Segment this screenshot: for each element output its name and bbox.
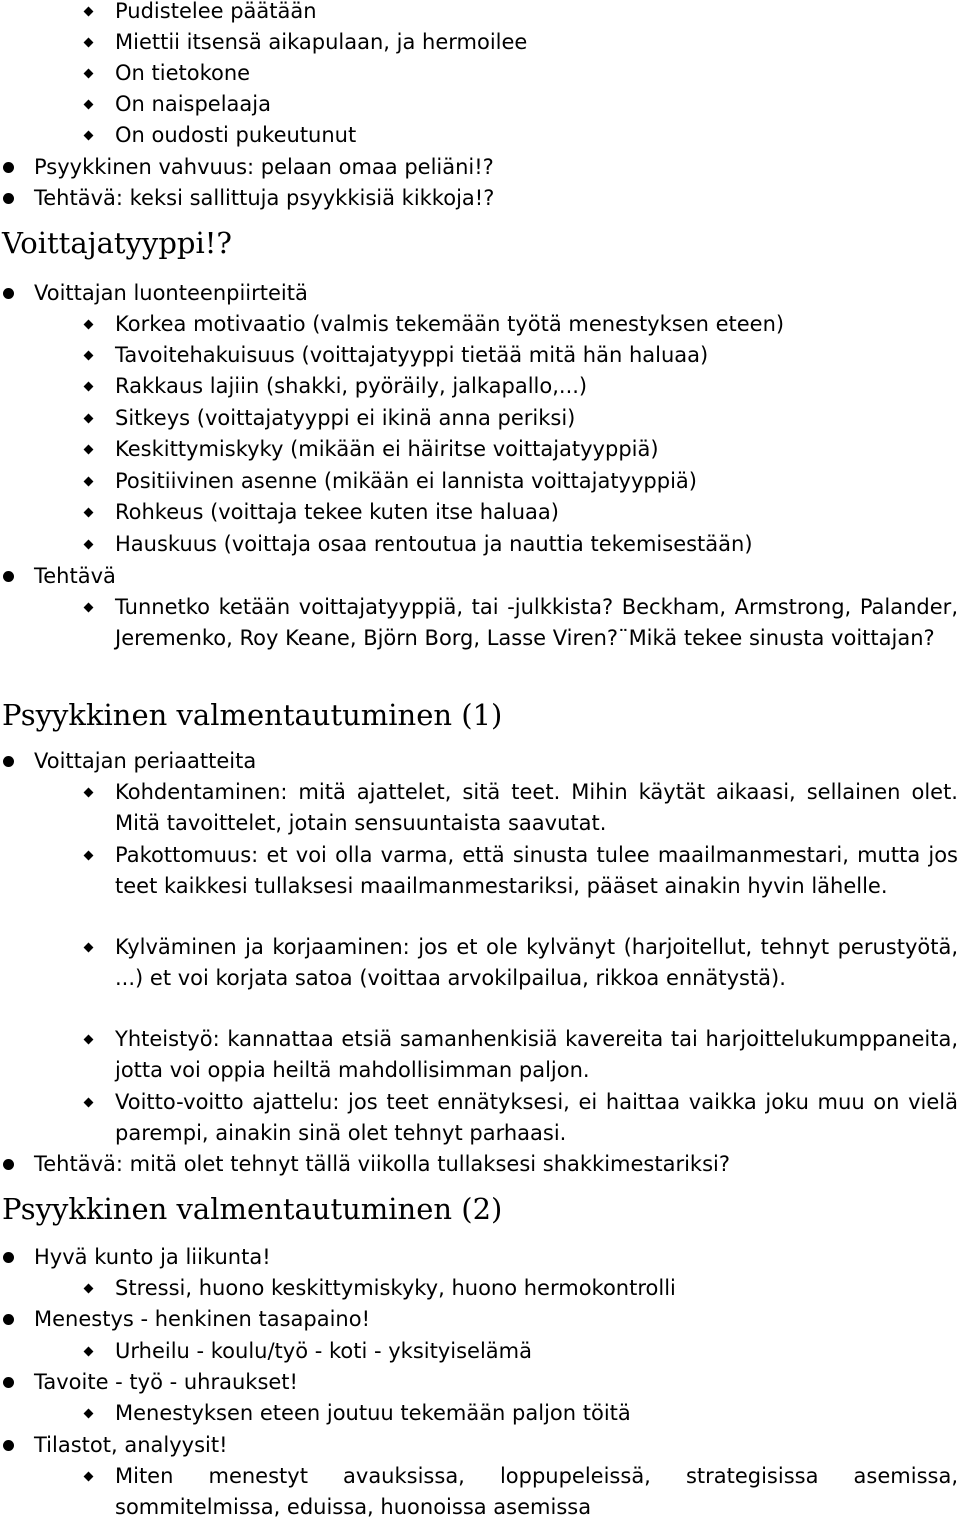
list-item: Pakottomuus: et voi olla varma, että sinusta tulee maailmanmestari, mutta jos teet kaikkesi tullaksesi maailmanmestariksi, pääset ainakin hyvin lähelle. <box>115 840 958 902</box>
list-item: Positiivinen asenne (mikään ei lannista voittajatyyppiä) <box>115 466 958 497</box>
bullet-item: Tilastot, analyysit! <box>34 1430 934 1461</box>
list-item: On oudosti pukeutunut <box>115 120 958 151</box>
list-item: Voitto-voitto ajattelu: jos teet ennätyksesi, ei haittaa vaikka joku muu on vielä parempi, ainakin sinä olet tehnyt parhaasi. <box>115 1087 958 1149</box>
list-item: Urheilu - koulu/työ - koti - yksityiselämä <box>115 1336 958 1367</box>
bullet-item: Menestys - henkinen tasapaino! <box>34 1304 934 1335</box>
list-item: Stressi, huono keskittymiskyky, huono hermokontrolli <box>115 1273 958 1304</box>
list-item: Korkea motivaatio (valmis tekemään työtä menestyksen eteen) <box>115 309 958 340</box>
list-item: Keskittymiskyky (mikään ei häiritse voittajatyyppiä) <box>115 434 958 465</box>
section-title-valmentautuminen-2: Psyykkinen valmentautuminen (2) <box>2 1192 503 1226</box>
list-item: Pudistelee päätään <box>115 0 958 27</box>
list-item: Tunnetko ketään voittajatyyppiä, tai -julkkista? Beckham, Armstrong, Palander, Jeremenko, Roy Keane, Björn Borg, Lasse Viren?¨Mikä tekee sinusta voittajan? <box>115 592 958 654</box>
list-item: Rakkaus lajiin (shakki, pyöräily, jalkapallo,...) <box>115 371 958 402</box>
list-item: On naispelaaja <box>115 89 958 120</box>
list-item: Miten menestyt avauksissa, loppupeleissä, strategisissa asemissa, sommitelmissa, eduissa, huonoissa asemissa <box>115 1461 958 1523</box>
bullet-item: Hyvä kunto ja liikunta! <box>34 1242 934 1273</box>
list-item: Miettii itsensä aikapulaan, ja hermoilee <box>115 27 958 58</box>
bullet-item: Voittajan luonteenpiirteitä <box>34 278 934 309</box>
list-item: On tietokone <box>115 58 958 89</box>
list-item: Yhteistyö: kannattaa etsiä samanhenkisiä kavereita tai harjoittelukumppaneita, jotta voi oppia heiltä mahdollisimman paljon. <box>115 1024 958 1086</box>
bullet-item: Tehtävä <box>34 561 934 592</box>
bullet-item: Tehtävä: mitä olet tehnyt tällä viikolla tullaksesi shakkimestariksi? <box>34 1149 934 1180</box>
list-item: Kylväminen ja korjaaminen: jos et ole kylvänyt (harjoitellut, tehnyt perustyötä, ...) et voi korjata satoa (voittaa arvokilpailua, rikkoa ennätystä). <box>115 932 958 994</box>
bullet-item: Tavoite - työ - uhraukset! <box>34 1367 934 1398</box>
list-item: Tavoitehakuisuus (voittajatyyppi tietää mitä hän haluaa) <box>115 340 958 371</box>
list-item: Kohdentaminen: mitä ajattelet, sitä teet. Mihin käytät aikaasi, sellainen olet. Mitä tavoittelet, jotain sensuuntaista saavutat. <box>115 777 958 839</box>
section-title-valmentautuminen-1: Psyykkinen valmentautuminen (1) <box>2 698 503 732</box>
list-item: Menestyksen eteen joutuu tekemään paljon töitä <box>115 1398 958 1429</box>
bullet-item: Psyykkinen vahvuus: pelaan omaa peliäni!? <box>34 152 934 183</box>
bullet-item: Tehtävä: keksi sallittuja psyykkisiä kikkoja!? <box>34 183 934 214</box>
list-item: Sitkeys (voittajatyyppi ei ikinä anna periksi) <box>115 403 958 434</box>
list-item: Hauskuus (voittaja osaa rentoutua ja nauttia tekemisestään) <box>115 529 958 560</box>
list-item: Rohkeus (voittaja tekee kuten itse haluaa) <box>115 497 958 528</box>
bullet-item: Voittajan periaatteita <box>34 746 934 777</box>
section-title-voittajatyyppi: Voittajatyyppi!? <box>2 226 232 260</box>
